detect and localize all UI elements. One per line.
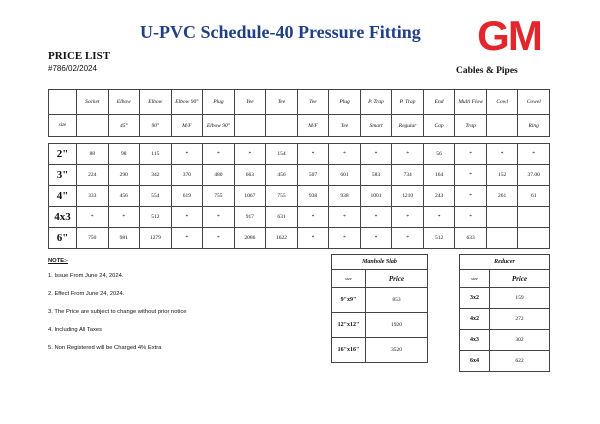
notes-title: NOTE:- bbox=[48, 258, 68, 264]
price-cell: 981 bbox=[108, 228, 140, 249]
price-cell: 853 bbox=[366, 288, 428, 313]
price-cell: 755 bbox=[266, 186, 298, 207]
price-cell: 152 bbox=[486, 165, 518, 186]
price-cell: 159 bbox=[490, 288, 550, 309]
subheader-cell: M/F bbox=[171, 115, 203, 137]
table-row bbox=[49, 228, 550, 249]
price-cell: 115 bbox=[140, 144, 172, 165]
price-cell: 601 bbox=[329, 165, 361, 186]
header-cell: P. Trap bbox=[360, 90, 392, 115]
price-cell: * bbox=[77, 207, 109, 228]
price-cell: 290 bbox=[108, 165, 140, 186]
price-cell: * bbox=[329, 144, 361, 165]
subheader-cell: Cap bbox=[423, 115, 455, 137]
price-cell: * bbox=[392, 207, 424, 228]
notes-section bbox=[48, 258, 186, 363]
header-cell: Elbow bbox=[140, 90, 172, 115]
price-cell: * bbox=[297, 228, 329, 249]
price-cell: 1067 bbox=[234, 186, 266, 207]
spacer-cell bbox=[171, 137, 203, 144]
price-cell: 938 bbox=[329, 186, 361, 207]
price-cell: 37.00 bbox=[518, 165, 550, 186]
spacer-cell bbox=[234, 137, 266, 144]
manhole-slab-table bbox=[331, 254, 428, 363]
subheader-cell bbox=[77, 115, 109, 137]
header-cell: Yee bbox=[234, 90, 266, 115]
table-row bbox=[460, 351, 550, 372]
price-cell: 917 bbox=[234, 207, 266, 228]
price-cell bbox=[486, 207, 518, 228]
price-cell: * bbox=[171, 228, 203, 249]
header-cell: Plug bbox=[203, 90, 235, 115]
size-column-label: size bbox=[49, 115, 77, 137]
note-line: 1. Issue From June 24, 2024. bbox=[48, 273, 124, 279]
size-cell: 6x4 bbox=[460, 351, 490, 372]
subheader-cell bbox=[234, 115, 266, 137]
price-cell: 1001 bbox=[360, 186, 392, 207]
size-cell: 16"x16" bbox=[332, 338, 366, 363]
table-row bbox=[49, 165, 550, 186]
price-cell: * bbox=[486, 144, 518, 165]
spacer-cell bbox=[329, 137, 361, 144]
price-cell: * bbox=[171, 144, 203, 165]
price-cell: 622 bbox=[490, 351, 550, 372]
table-spacer-row bbox=[49, 137, 550, 144]
manhole-title: Manhole Slab bbox=[332, 255, 428, 270]
price-cell: 938 bbox=[297, 186, 329, 207]
price-cell: 512 bbox=[423, 228, 455, 249]
price-cell: 554 bbox=[140, 186, 172, 207]
size-cell: 4x3 bbox=[49, 207, 77, 228]
size-cell: 9"x9" bbox=[332, 288, 366, 313]
price-cell: 1279 bbox=[140, 228, 172, 249]
brand-logo: GM bbox=[477, 12, 541, 59]
spacer-cell bbox=[297, 137, 329, 144]
price-cell: * bbox=[360, 228, 392, 249]
subheader-cell: Tee bbox=[329, 115, 361, 137]
price-cell: 456 bbox=[266, 165, 298, 186]
price-cell: * bbox=[455, 207, 487, 228]
header-cell-blank bbox=[49, 90, 77, 115]
table-row bbox=[460, 309, 550, 330]
header-cell: End bbox=[423, 90, 455, 115]
header-cell: Plug bbox=[329, 90, 361, 115]
reducer-title: Reducer bbox=[460, 255, 550, 270]
price-cell: * bbox=[234, 144, 266, 165]
spacer-cell bbox=[392, 137, 424, 144]
spacer-cell bbox=[140, 137, 172, 144]
table-row bbox=[332, 288, 428, 313]
reference-number: #786/02/2024 bbox=[48, 64, 97, 73]
price-cell: * bbox=[455, 186, 487, 207]
price-cell bbox=[518, 207, 550, 228]
subheader-cell: Elbow 90° bbox=[203, 115, 235, 137]
price-cell: 663 bbox=[234, 165, 266, 186]
spacer-cell bbox=[203, 137, 235, 144]
reducer-price-header: Price bbox=[490, 270, 550, 288]
price-cell: * bbox=[297, 144, 329, 165]
price-cell: 750 bbox=[77, 228, 109, 249]
size-cell: 3" bbox=[49, 165, 77, 186]
price-cell: * bbox=[360, 207, 392, 228]
spacer-cell bbox=[423, 137, 455, 144]
price-cell: 3520 bbox=[366, 338, 428, 363]
size-cell: 4x2 bbox=[460, 309, 490, 330]
price-cell: * bbox=[108, 207, 140, 228]
size-cell: 4" bbox=[49, 186, 77, 207]
price-cell: 1920 bbox=[366, 313, 428, 338]
spacer-cell bbox=[486, 137, 518, 144]
price-cell: 272 bbox=[490, 309, 550, 330]
price-cell: * bbox=[203, 228, 235, 249]
price-cell: 583 bbox=[360, 165, 392, 186]
price-cell: 56 bbox=[423, 144, 455, 165]
price-cell: 633 bbox=[455, 228, 487, 249]
price-cell bbox=[518, 228, 550, 249]
price-cell: 243 bbox=[423, 186, 455, 207]
table-row bbox=[460, 330, 550, 351]
price-cell: * bbox=[423, 207, 455, 228]
price-cell: * bbox=[171, 207, 203, 228]
table-row bbox=[49, 144, 550, 165]
size-cell: 4x3 bbox=[460, 330, 490, 351]
price-cell: 342 bbox=[140, 165, 172, 186]
spacer-cell bbox=[455, 137, 487, 144]
table-row bbox=[49, 207, 550, 228]
manhole-size-header: size bbox=[332, 270, 366, 288]
price-cell bbox=[486, 228, 518, 249]
price-cell: * bbox=[518, 144, 550, 165]
table-header-row bbox=[49, 90, 550, 115]
header-cell: Elbow 90° bbox=[171, 90, 203, 115]
price-cell: 224 bbox=[77, 165, 109, 186]
size-cell: 2" bbox=[49, 144, 77, 165]
price-cell: * bbox=[329, 228, 361, 249]
note-line: 3. The Price are subject to change without prior notice bbox=[48, 309, 187, 315]
header-cell: Cowl bbox=[486, 90, 518, 115]
price-cell: 333 bbox=[77, 186, 109, 207]
reducer-size-header: size bbox=[460, 270, 490, 288]
brand-tagline: Cables & Pipes bbox=[456, 66, 518, 76]
price-cell: 734 bbox=[392, 165, 424, 186]
price-cell: * bbox=[297, 207, 329, 228]
price-cell: * bbox=[360, 144, 392, 165]
price-table bbox=[48, 89, 550, 249]
subheader-cell: Smart bbox=[360, 115, 392, 137]
price-list-label: PRICE LIST bbox=[48, 50, 111, 62]
price-cell: * bbox=[455, 144, 487, 165]
price-cell: * bbox=[392, 144, 424, 165]
price-cell: 1622 bbox=[266, 228, 298, 249]
subheader-cell: Trap bbox=[455, 115, 487, 137]
spacer-cell bbox=[77, 137, 109, 144]
price-cell: 480 bbox=[203, 165, 235, 186]
price-cell: 302 bbox=[490, 330, 550, 351]
price-cell: * bbox=[392, 228, 424, 249]
price-cell: * bbox=[203, 207, 235, 228]
table-row bbox=[460, 288, 550, 309]
price-cell: 631 bbox=[266, 207, 298, 228]
table-row bbox=[332, 338, 428, 363]
size-cell: 3x2 bbox=[460, 288, 490, 309]
price-cell: 456 bbox=[108, 186, 140, 207]
subheader-cell: 90° bbox=[140, 115, 172, 137]
price-cell: 1210 bbox=[392, 186, 424, 207]
subheader-cell: 45° bbox=[108, 115, 140, 137]
subheader-cell: M/F bbox=[297, 115, 329, 137]
reducer-table bbox=[459, 254, 550, 372]
header-cell: Tee bbox=[297, 90, 329, 115]
table-row bbox=[49, 186, 550, 207]
spacer-cell bbox=[49, 137, 77, 144]
size-cell: 12"x12" bbox=[332, 313, 366, 338]
subheader-cell: Regular bbox=[392, 115, 424, 137]
size-cell: 6" bbox=[49, 228, 77, 249]
table-row bbox=[332, 313, 428, 338]
header-cell: Socket bbox=[77, 90, 109, 115]
note-line: 4. Including All Taxes bbox=[48, 327, 103, 333]
note-line: 2. Effect From June 24, 2024. bbox=[48, 291, 125, 297]
price-cell: * bbox=[203, 144, 235, 165]
subheader-cell: Ring bbox=[518, 115, 550, 137]
header-cell: Tee bbox=[266, 90, 298, 115]
header-cell: Cowel bbox=[518, 90, 550, 115]
price-cell: * bbox=[455, 165, 487, 186]
table-subheader-row bbox=[49, 115, 550, 137]
price-cell: 755 bbox=[203, 186, 235, 207]
spacer-cell bbox=[518, 137, 550, 144]
price-cell: 261 bbox=[486, 186, 518, 207]
price-cell: 370 bbox=[171, 165, 203, 186]
price-cell: 619 bbox=[171, 186, 203, 207]
header-cell: Multi Flow bbox=[455, 90, 487, 115]
subheader-cell bbox=[486, 115, 518, 137]
price-cell: 88 bbox=[77, 144, 109, 165]
price-cell: 61 bbox=[518, 186, 550, 207]
spacer-cell bbox=[360, 137, 392, 144]
price-cell: 507 bbox=[297, 165, 329, 186]
spacer-cell bbox=[108, 137, 140, 144]
header-cell: P. Trap bbox=[392, 90, 424, 115]
spacer-cell bbox=[266, 137, 298, 144]
price-cell: * bbox=[329, 207, 361, 228]
price-cell: 2086 bbox=[234, 228, 266, 249]
price-cell: 512 bbox=[140, 207, 172, 228]
manhole-price-header: Price bbox=[366, 270, 428, 288]
price-cell: 98 bbox=[108, 144, 140, 165]
price-cell: 164 bbox=[423, 165, 455, 186]
subheader-cell bbox=[266, 115, 298, 137]
header-cell: Elbow bbox=[108, 90, 140, 115]
note-line: 5. Non Registered will be Charged 4% Extra bbox=[48, 345, 162, 351]
page-title: U-PVC Schedule-40 Pressure Fitting bbox=[140, 22, 421, 42]
price-cell: 154 bbox=[266, 144, 298, 165]
